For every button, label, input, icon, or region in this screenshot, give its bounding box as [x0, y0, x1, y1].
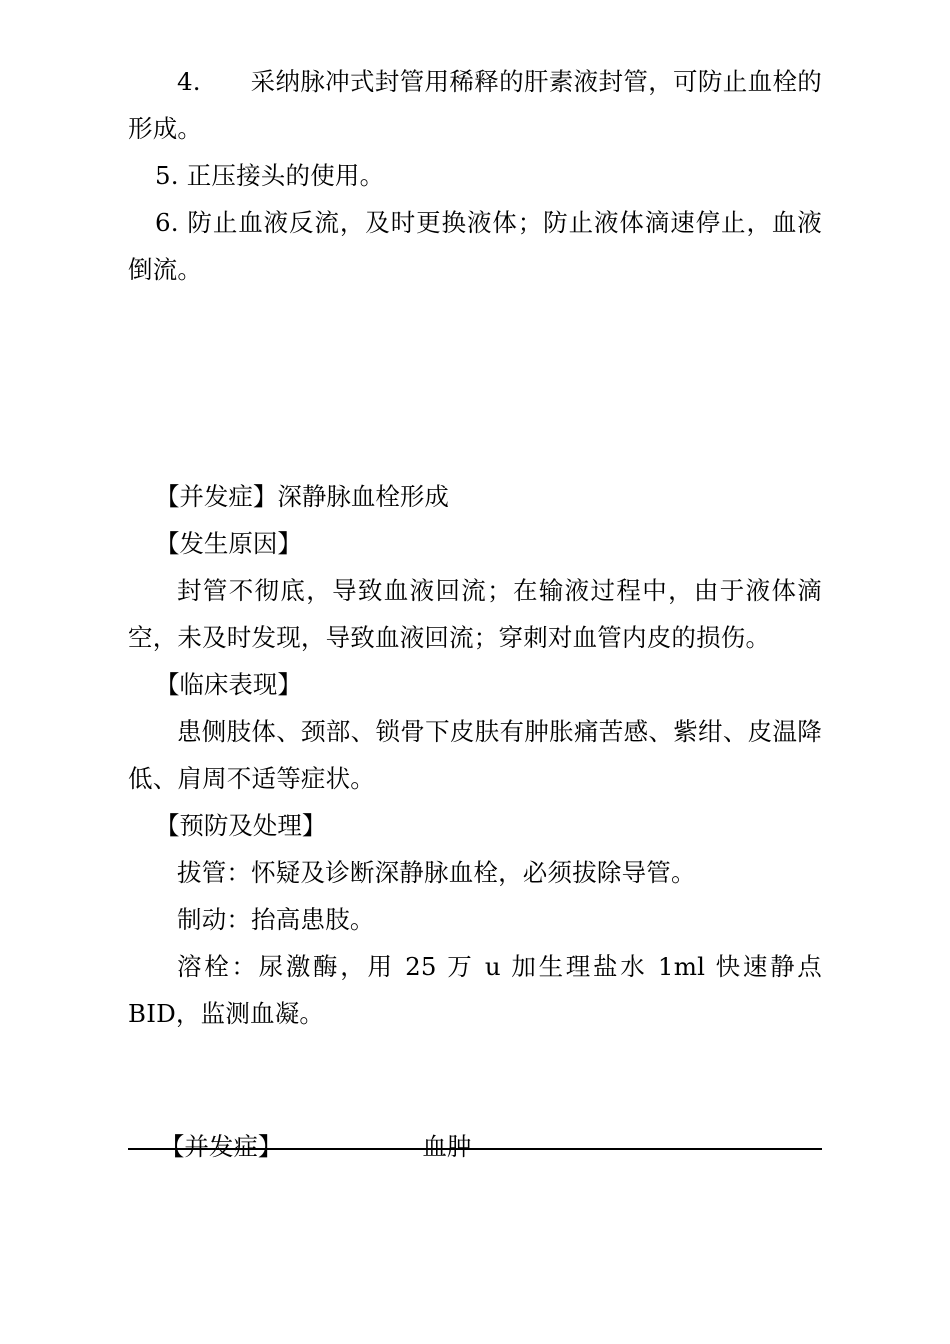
- measure-item-6: 6. 防止血液反流，及时更换液体；防止液体滴速停止，血液倒流。: [128, 208, 822, 284]
- complication-2-name: 血肿: [422, 1132, 472, 1161]
- cause-heading: 【发生原因】: [154, 529, 302, 558]
- measure-item-4: 4. 采纳脉冲式封管用稀释的肝素液封管，可防止血栓的形成。: [128, 67, 822, 143]
- section-spacer: [128, 293, 822, 473]
- treatment-item-extubation: 拔管：怀疑及诊断深静脉血栓，必须拔除导管。: [177, 858, 696, 887]
- treatment-heading: 【预防及处理】: [154, 811, 327, 840]
- cause-text: 封管不彻底，导致血液回流；在输液过程中，由于液体滴空，未及时发现，导致血液回流；穿刺对血管内皮的损伤。: [128, 576, 822, 652]
- footer-divider: [128, 1148, 822, 1150]
- clinical-text: 患侧肢体、颈部、锁骨下皮肤有肿胀痛苦感、紫绀、皮温降低、肩周不适等症状。: [128, 717, 822, 793]
- complication-1-title: 【并发症】深静脉血栓形成: [154, 482, 449, 511]
- treatment-item-immobilization: 制动：抬高患肢。: [177, 905, 375, 934]
- section-spacer-2: [128, 1037, 822, 1123]
- clinical-heading: 【临床表现】: [154, 670, 302, 699]
- complication-2-line: [128, 1123, 822, 1170]
- measure-item-5: 5. 正压接头的使用。: [154, 161, 385, 190]
- complication-2-label: 【并发症】: [159, 1132, 283, 1161]
- treatment-item-thrombolysis: 溶栓：尿激酶，用 25 万 u 加生理盐水 1ml 快速静点 BID，监测血凝。: [128, 952, 822, 1028]
